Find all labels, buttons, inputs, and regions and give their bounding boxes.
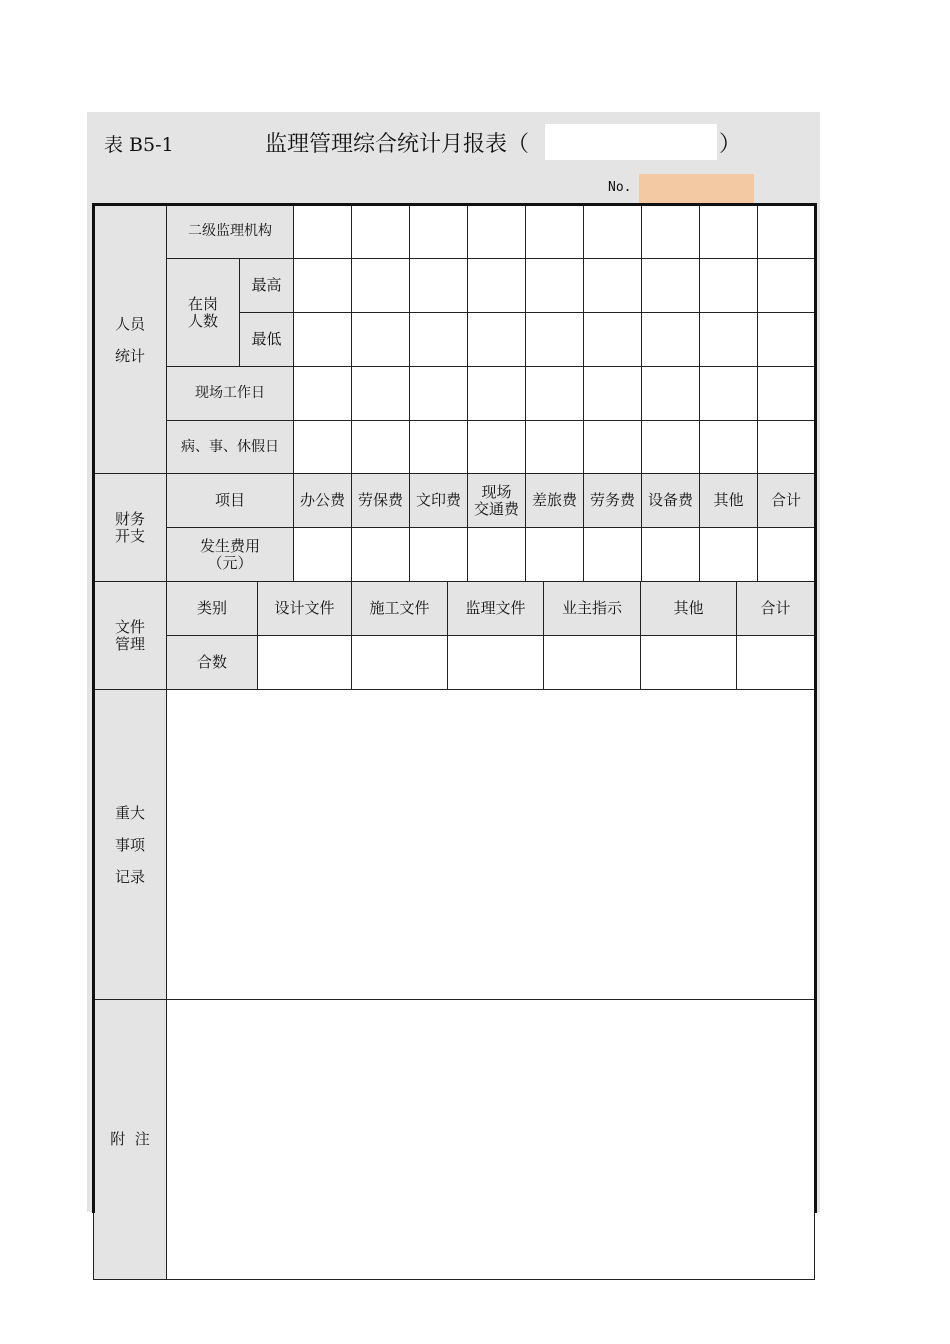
site-transport-line1: 现场 — [481, 482, 512, 501]
no-label: No. — [608, 180, 632, 195]
input-cell[interactable] — [584, 367, 642, 421]
input-cell[interactable] — [642, 313, 700, 367]
documents-col-other: 其他 — [641, 582, 737, 636]
input-cell[interactable] — [642, 259, 700, 313]
input-cell[interactable] — [642, 367, 700, 421]
finance-col-site-transport — [468, 474, 526, 528]
finance-col-equipment: 设备费 — [642, 474, 700, 528]
input-cell[interactable] — [410, 421, 468, 475]
input-cell[interactable] — [642, 205, 700, 259]
input-cell[interactable] — [737, 636, 815, 690]
documents-table — [93, 581, 815, 690]
input-cell[interactable] — [352, 528, 410, 582]
input-cell[interactable] — [758, 205, 815, 259]
finance-amount-label — [167, 528, 294, 582]
input-cell[interactable] — [544, 636, 641, 690]
finance-item-label: 项目 — [167, 474, 294, 528]
major-events-field[interactable] — [167, 690, 815, 1000]
input-cell[interactable] — [352, 313, 410, 367]
amount-line2: （元） — [207, 553, 253, 572]
form-code: 表 B5-1 — [104, 134, 174, 156]
input-cell[interactable] — [642, 528, 700, 582]
form-title: 监理管理综合统计月报表（ — [265, 132, 530, 157]
input-cell[interactable] — [700, 205, 758, 259]
input-cell[interactable] — [410, 367, 468, 421]
input-cell[interactable] — [700, 528, 758, 582]
input-cell[interactable] — [468, 528, 526, 582]
finance-col-labor-protection: 劳保费 — [352, 474, 410, 528]
amount-line1: 发生费用 — [199, 536, 260, 555]
input-cell[interactable] — [526, 205, 584, 259]
input-cell[interactable] — [641, 636, 737, 690]
leave-days-label: 病、事、休假日 — [167, 421, 294, 475]
input-cell[interactable] — [410, 313, 468, 367]
documents-section-line2: 管理 — [114, 634, 145, 653]
form-title-close: ） — [719, 132, 742, 157]
input-cell[interactable] — [468, 205, 526, 259]
input-cell[interactable] — [584, 313, 642, 367]
finance-col-office: 办公费 — [294, 474, 352, 528]
input-cell[interactable] — [294, 313, 352, 367]
input-cell[interactable] — [352, 259, 410, 313]
input-cell[interactable] — [410, 205, 468, 259]
finance-col-other: 其他 — [700, 474, 758, 528]
input-cell[interactable] — [758, 421, 815, 475]
finance-section-line2: 开支 — [114, 526, 145, 545]
on-duty-line1: 在岗 — [187, 294, 218, 313]
notes-field[interactable] — [167, 1000, 815, 1280]
personnel-table — [93, 204, 815, 475]
input-cell[interactable] — [584, 528, 642, 582]
input-cell[interactable] — [758, 259, 815, 313]
input-cell[interactable] — [700, 259, 758, 313]
documents-section-label — [94, 582, 167, 690]
major-events-line1: 重大 — [114, 803, 145, 822]
input-cell[interactable] — [584, 421, 642, 475]
input-cell[interactable] — [352, 205, 410, 259]
no-field[interactable] — [639, 174, 754, 204]
input-cell[interactable] — [642, 421, 700, 475]
input-cell[interactable] — [700, 313, 758, 367]
input-cell[interactable] — [468, 421, 526, 475]
on-duty-line2: 人数 — [187, 311, 218, 330]
records-table — [93, 689, 815, 1280]
finance-table — [93, 473, 815, 582]
major-events-section-label — [94, 690, 167, 1000]
documents-col-owner-instruction: 业主指示 — [544, 582, 641, 636]
input-cell[interactable] — [294, 367, 352, 421]
finance-col-printing: 文印费 — [410, 474, 468, 528]
finance-col-travel: 差旅费 — [526, 474, 584, 528]
personnel-section-line2: 统计 — [114, 346, 145, 365]
input-cell[interactable] — [294, 205, 352, 259]
finance-section-line1: 财务 — [114, 509, 145, 528]
input-cell[interactable] — [468, 259, 526, 313]
site-workdays-label: 现场工作日 — [167, 367, 294, 421]
input-cell[interactable] — [448, 636, 544, 690]
title-period-field[interactable] — [545, 124, 717, 160]
input-cell[interactable] — [258, 636, 352, 690]
input-cell[interactable] — [468, 367, 526, 421]
input-cell[interactable] — [526, 313, 584, 367]
secondary-org-label: 二级监理机构 — [167, 205, 294, 259]
documents-col-design: 设计文件 — [258, 582, 352, 636]
documents-col-total: 合计 — [737, 582, 815, 636]
highest-label: 最高 — [240, 259, 294, 313]
documents-section-line1: 文件 — [114, 617, 145, 636]
input-cell[interactable] — [700, 367, 758, 421]
finance-col-labor-service: 劳务费 — [584, 474, 642, 528]
finance-col-total: 合计 — [758, 474, 815, 528]
documents-col-supervision: 监理文件 — [448, 582, 544, 636]
input-cell[interactable] — [410, 259, 468, 313]
input-cell[interactable] — [700, 421, 758, 475]
title-bar — [87, 112, 820, 172]
input-cell[interactable] — [294, 259, 352, 313]
finance-section-label — [94, 474, 167, 582]
documents-col-construction: 施工文件 — [352, 582, 448, 636]
personnel-section-label — [94, 205, 167, 475]
input-cell[interactable] — [352, 421, 410, 475]
input-cell[interactable] — [468, 313, 526, 367]
input-cell[interactable] — [526, 259, 584, 313]
major-events-line2: 事项 — [114, 835, 145, 854]
input-cell[interactable] — [758, 313, 815, 367]
input-cell[interactable] — [352, 636, 448, 690]
major-events-line3: 记录 — [114, 867, 145, 886]
input-cell[interactable] — [584, 205, 642, 259]
input-cell[interactable] — [526, 367, 584, 421]
input-cell[interactable] — [758, 528, 815, 582]
personnel-section-line1: 人员 — [114, 314, 145, 333]
input-cell[interactable] — [294, 421, 352, 475]
site-transport-line2: 交通费 — [473, 499, 519, 518]
on-duty-label — [167, 259, 240, 367]
input-cell[interactable] — [352, 367, 410, 421]
input-cell[interactable] — [526, 421, 584, 475]
input-cell[interactable] — [526, 528, 584, 582]
documents-category-label: 类别 — [167, 582, 258, 636]
documents-count-label: 合数 — [167, 636, 258, 690]
notes-section-label: 附 注 — [94, 1000, 167, 1280]
input-cell[interactable] — [410, 528, 468, 582]
input-cell[interactable] — [758, 367, 815, 421]
input-cell[interactable] — [584, 259, 642, 313]
input-cell[interactable] — [294, 528, 352, 582]
lowest-label: 最低 — [240, 313, 294, 367]
